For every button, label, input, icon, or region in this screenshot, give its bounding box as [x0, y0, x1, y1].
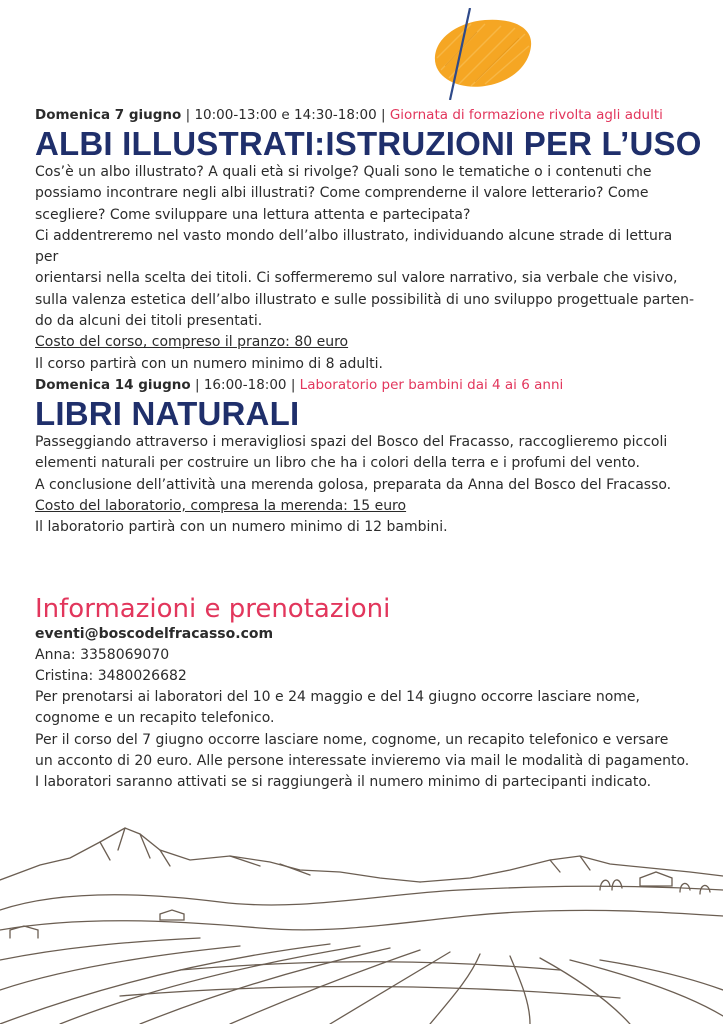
event-cost: Costo del corso, compreso il pranzo: 80 euro: [35, 334, 349, 351]
event-day: Domenica 7 giugno: [35, 107, 182, 123]
event-description: Cos’è un albo illustrato? A quali età si rivolge? Quali sono le tematiche o i contenuti che possiamo incontrare negli albi illustrati? Come comprenderne il valore letterario? Come scegliere? Come sviluppare una lettura attenta e partecipata? Ci addentreremo nel vasto mondo dell’albo illustrato, individuando alcune strade di lettura per orientarsi nella scelta dei titoli. Ci soffermeremo sul valore narrativo, sia verbale che visivo, sulla valenza estetica dell’albo illustrato e sulle possibilità di uno sviluppo progettuale parten- do da alcuni dei titoli presentati. Costo del corso, compreso il pranzo: 80 euro Il corso partirà con un numero minimo di 8 adulti.: [35, 164, 695, 372]
email-link[interactable]: eventi@boscodelfracasso.com: [35, 626, 274, 642]
event-libri-naturali: [35, 376, 695, 538]
contact-cristina[interactable]: Cristina: 3480026682: [35, 667, 187, 684]
event-time: 16:00-18:00: [203, 377, 287, 393]
event-day: Domenica 14 giugno: [35, 377, 191, 393]
event-meta: Domenica 7 giugno | 10:00-13:00 e 14:30-18:00 | Giornata di formazione rivolta agli adulti: [35, 107, 663, 123]
event-meta: Domenica 14 giugno | 16:00-18:00 | Laboratorio per bambini dai 4 ai 6 anni: [35, 377, 564, 393]
event-min-note: Il corso partirà con un numero minimo di 8 adulti.: [35, 355, 384, 372]
event-albi-illustrati: [35, 106, 702, 375]
event-title: LIBRI NATURALI: [35, 395, 300, 432]
event-audience: Giornata di formazione rivolta agli adulti: [389, 107, 663, 123]
info-section: [35, 594, 695, 794]
contact-anna[interactable]: Anna: 3358069070: [35, 646, 170, 663]
event-audience: Laboratorio per bambini dai 4 ai 6 anni: [299, 377, 564, 393]
event-min-note: Il laboratorio partirà con un numero minimo di 12 bambini.: [35, 519, 448, 536]
event-cost: Costo del laboratorio, compresa la merenda: 15 euro: [35, 497, 407, 514]
info-title: Informazioni e prenotazioni: [35, 594, 391, 624]
pencil-scribble-illustration: [415, 8, 540, 100]
landscape-sketch-illustration: [0, 820, 723, 1024]
event-title: ALBI ILLUSTRATI:ISTRUZIONI PER L’USO: [35, 125, 702, 162]
event-time: 10:00-13:00 e 14:30-18:00: [194, 107, 377, 123]
info-text: Anna: 3358069070 Cristina: 3480026682 Per prenotarsi ai laboratori del 10 e 24 maggio e del 14 giugno occorre lasciare nome, cognome e un recapito telefonico. Per il corso del 7 giugno occorre lasciare nome, cognome, un recapito telefonico e versare un acconto di 20 euro. Alle persone interessate invieremo via mail le modalità di pagamento. I laboratori saranno attivati se si raggiungerà il numero minimo di partecipanti indicato.: [35, 646, 690, 791]
event-description: Passeggiando attraverso i meravigliosi spazi del Bosco del Fracasso, raccoglieremo piccoli elementi naturali per costruire un libro che ha i colori della terra e i profumi del vento. A conclusione dell’attività una merenda golosa, preparata da Anna del Bosco del Fracasso. Costo del laboratorio, compresa la merenda: 15 euro Il laboratorio partirà con un numero minimo di 12 bambini.: [35, 434, 672, 536]
